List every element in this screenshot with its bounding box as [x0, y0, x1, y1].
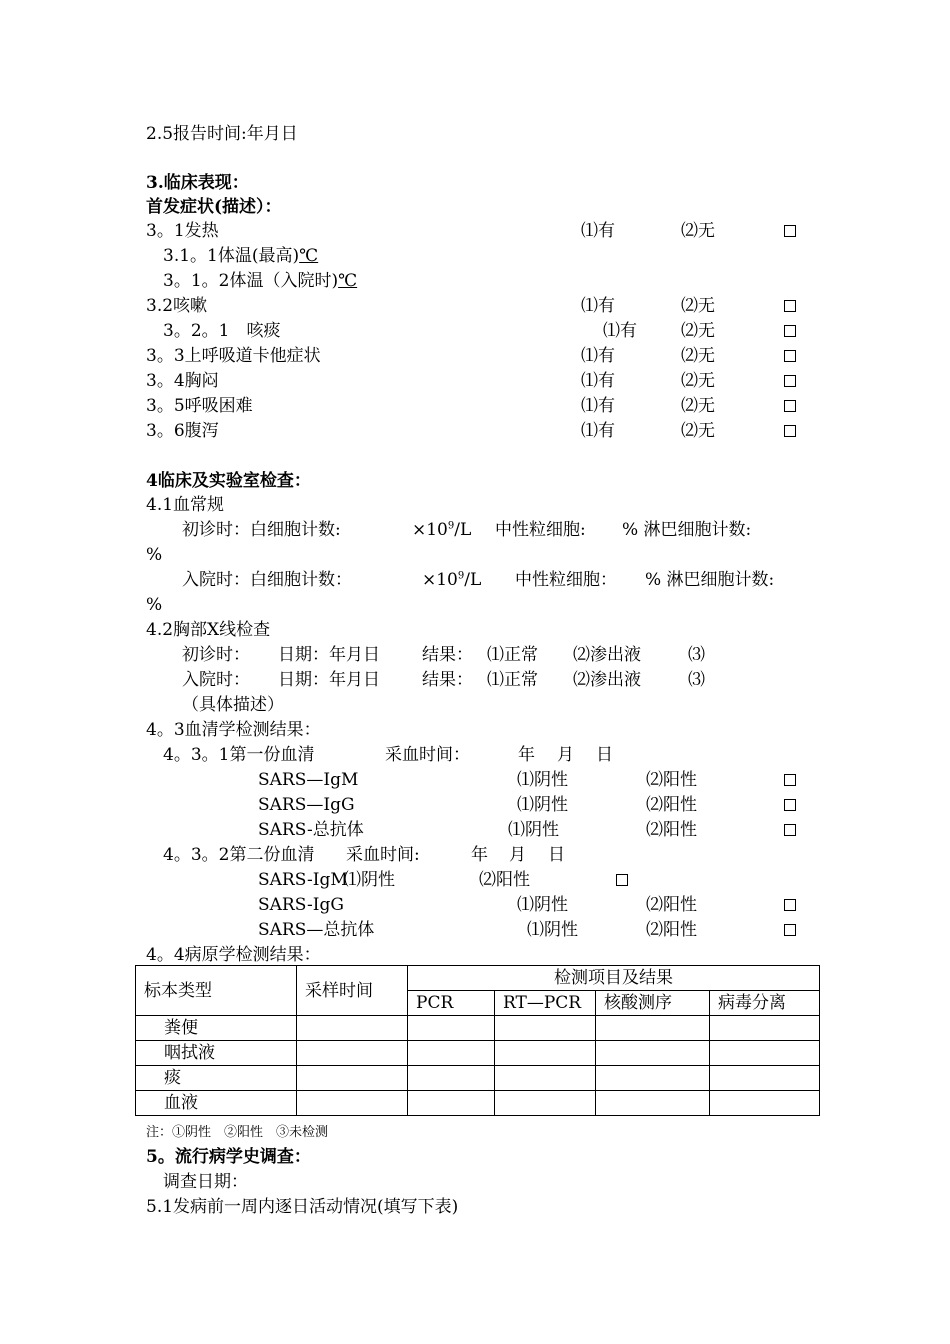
- table-note: 注：①阴性 ②阳性 ③未检测: [146, 1125, 329, 1140]
- row-label-throat-swab: 咽拭液: [136, 1041, 297, 1066]
- first-wbc-unit: [412, 519, 471, 541]
- fever-label: 3。1发热: [146, 221, 219, 241]
- adm-neut-label: 中性粒细胞：: [515, 570, 617, 590]
- serum2-igg-neg[interactable]: ⑴阴性: [517, 895, 568, 915]
- dyspnea-checkbox[interactable]: [784, 400, 796, 412]
- row-label-blood: 血液: [136, 1091, 297, 1116]
- table-cell[interactable]: [596, 1016, 710, 1041]
- table-cell[interactable]: [495, 1091, 596, 1116]
- first-symptom-label: 首发症状(描述）：: [146, 197, 282, 217]
- serum1-day: 日: [596, 745, 613, 765]
- adm-lymph-pct: %: [146, 595, 163, 615]
- xray-first-other[interactable]: ⑶: [688, 645, 705, 665]
- col-header-seq: 核酸测序: [596, 991, 710, 1016]
- col-header-group: 检测项目及结果: [408, 966, 820, 991]
- serum1-igm-pos[interactable]: ⑵阳性: [646, 770, 697, 790]
- dyspnea-yes[interactable]: ⑴有: [581, 396, 615, 416]
- xray-label: 4.2胸部X线检查: [146, 620, 271, 640]
- fever-yes[interactable]: ⑴有: [581, 221, 615, 241]
- xray-first-normal[interactable]: ⑴正常: [487, 645, 538, 665]
- serum2-total-label: SARS—总抗体: [258, 920, 375, 940]
- blood-routine-label: 4.1血常规: [146, 495, 225, 515]
- temp-max-label: [163, 245, 318, 267]
- cough-yes[interactable]: ⑴有: [581, 296, 615, 316]
- serum2-month: 月: [509, 845, 526, 865]
- section-3-title: 3.临床表现：: [146, 173, 249, 193]
- table-cell[interactable]: [710, 1091, 820, 1116]
- xray-first-exudate[interactable]: ⑵渗出液: [573, 645, 641, 665]
- chest-tightness-yes[interactable]: ⑴有: [581, 371, 615, 391]
- catarrh-label: 3。3上呼吸道卡他症状: [146, 346, 321, 366]
- cough-label: 3.2咳嗽: [146, 296, 208, 316]
- row-label-stool: 粪便: [136, 1016, 297, 1041]
- serum1-igg-label: SARS—IgG: [258, 795, 355, 815]
- xray-adm-normal[interactable]: ⑴正常: [487, 670, 538, 690]
- table-cell[interactable]: [596, 1066, 710, 1091]
- fever-checkbox[interactable]: [784, 225, 796, 237]
- serum2-igm-pos[interactable]: ⑵阳性: [479, 870, 530, 890]
- serum1-total-neg[interactable]: ⑴阴性: [508, 820, 559, 840]
- serum1-igg-pos[interactable]: ⑵阳性: [646, 795, 697, 815]
- col-header-type: 标本类型: [136, 966, 297, 1016]
- table-cell[interactable]: [495, 1066, 596, 1091]
- table-row: [136, 1041, 820, 1066]
- serum2-igm-checkbox[interactable]: [616, 874, 628, 886]
- xray-adm-exudate[interactable]: ⑵渗出液: [573, 670, 641, 690]
- diarrhea-checkbox[interactable]: [784, 425, 796, 437]
- serum2-total-neg[interactable]: ⑴阴性: [527, 920, 578, 940]
- row-label-sputum: 痰: [136, 1066, 297, 1091]
- table-cell[interactable]: [297, 1091, 408, 1116]
- first-neut-label: 中性粒细胞:: [495, 520, 586, 540]
- serum2-total-checkbox[interactable]: [784, 924, 796, 936]
- diarrhea-yes[interactable]: ⑴有: [581, 421, 615, 441]
- chest-tightness-no[interactable]: ⑵无: [681, 371, 715, 391]
- xray-first-label: 初诊时：: [182, 645, 250, 665]
- fever-no[interactable]: ⑵无: [681, 221, 715, 241]
- table-cell[interactable]: [408, 1066, 495, 1091]
- col-header-rtpcr: RT—PCR: [495, 991, 596, 1016]
- col-header-time: 采样时间: [297, 966, 408, 1016]
- serum2-total-pos[interactable]: ⑵阳性: [646, 920, 697, 940]
- table-cell[interactable]: [596, 1091, 710, 1116]
- serum1-igg-neg[interactable]: ⑴阴性: [517, 795, 568, 815]
- chest-tightness-label: 3。4胸闷: [146, 371, 219, 391]
- unit-times: ×10: [422, 570, 458, 590]
- report-time: 2.5报告时间:年月日: [146, 124, 298, 144]
- serum2-igg-label: SARS-IgG: [258, 895, 344, 915]
- col-header-pcr: PCR: [408, 991, 495, 1016]
- diarrhea-label: 3。6腹泻: [146, 421, 219, 441]
- table-cell[interactable]: [408, 1091, 495, 1116]
- table-cell[interactable]: [495, 1041, 596, 1066]
- table-cell[interactable]: [710, 1066, 820, 1091]
- serum1-igm-checkbox[interactable]: [784, 774, 796, 786]
- serum1-month: 月: [557, 745, 574, 765]
- table-row: [136, 1091, 820, 1116]
- xray-adm-date: 日期：年月日: [278, 670, 380, 690]
- serum2-igm-label: SARS-IgM: [258, 870, 348, 890]
- unit-exp: 9: [457, 570, 465, 582]
- serum2-igg-checkbox[interactable]: [784, 899, 796, 911]
- xray-first-result-label: 结果：: [422, 645, 473, 665]
- unit-exp: 9: [447, 520, 455, 532]
- serum2-igg-pos[interactable]: ⑵阳性: [646, 895, 697, 915]
- pathogen-table: [135, 965, 820, 1116]
- table-cell[interactable]: [297, 1066, 408, 1091]
- adm-wbc-label: 入院时：白细胞计数：: [182, 570, 352, 590]
- serum2-day: 日: [548, 845, 565, 865]
- catarrh-yes[interactable]: ⑴有: [581, 346, 615, 366]
- first-lymph-label: % 淋巴细胞计数:: [622, 520, 752, 540]
- temp-max-unit[interactable]: ℃: [299, 246, 319, 266]
- table-cell[interactable]: [710, 1041, 820, 1066]
- first-lymph-pct: %: [146, 545, 163, 565]
- serum2-igm-neg[interactable]: ⑴阴性: [344, 870, 395, 890]
- table-cell[interactable]: [710, 1016, 820, 1041]
- temp-admission-unit[interactable]: ℃: [338, 271, 358, 291]
- serum1-collect-label: 采血时间：: [385, 745, 470, 765]
- cough-checkbox[interactable]: [784, 300, 796, 312]
- serum2-label: 4。3。2第二份血清: [163, 845, 315, 865]
- table-cell[interactable]: [495, 1016, 596, 1041]
- catarrh-no[interactable]: ⑵无: [681, 346, 715, 366]
- table-row: [136, 1066, 820, 1091]
- xray-adm-other[interactable]: ⑶: [688, 670, 705, 690]
- serum1-label: 4。3。1第一份血清: [163, 745, 315, 765]
- serum1-total-label: SARS-总抗体: [258, 820, 364, 840]
- serum2-year: 年: [471, 845, 488, 865]
- table-cell[interactable]: [297, 1041, 408, 1066]
- serology-label: 4。3血清学检测结果：: [146, 720, 321, 740]
- table-cell[interactable]: [596, 1041, 710, 1066]
- dyspnea-no[interactable]: ⑵无: [681, 396, 715, 416]
- pathogen-label: 4。4病原学检测结果：: [146, 945, 321, 965]
- serum1-igg-checkbox[interactable]: [784, 799, 796, 811]
- temp-admission-text: 3。1。2体温（入院时): [163, 271, 339, 291]
- catarrh-checkbox[interactable]: [784, 350, 796, 362]
- sputum-yes[interactable]: ⑴有: [603, 321, 637, 341]
- chest-tightness-checkbox[interactable]: [784, 375, 796, 387]
- first-wbc-label: 初诊时：白细胞计数:: [182, 520, 341, 540]
- table-cell[interactable]: [297, 1016, 408, 1041]
- sputum-no[interactable]: ⑵无: [681, 321, 715, 341]
- section-5-title: 5。流行病学史调查：: [146, 1147, 311, 1167]
- serum2-collect-label: 采血时间:: [346, 845, 420, 865]
- serum1-total-checkbox[interactable]: [784, 824, 796, 836]
- xray-adm-result-label: 结果：: [422, 670, 473, 690]
- xray-first-date: 日期：年月日: [278, 645, 380, 665]
- activity-label: 5.1发病前一周内逐日活动情况(填写下表): [146, 1197, 459, 1217]
- sputum-checkbox[interactable]: [784, 325, 796, 337]
- col-header-isolation: 病毒分离: [710, 991, 820, 1016]
- serum1-total-pos[interactable]: ⑵阳性: [646, 820, 697, 840]
- table-row: [136, 1016, 820, 1041]
- unit-per-l: /L: [464, 570, 482, 590]
- section-4-title: 4临床及实验室检查：: [146, 471, 311, 491]
- xray-description: （具体描述）: [182, 695, 284, 715]
- serum1-igm-label: SARS—IgM: [258, 770, 359, 790]
- temp-max-text: 3.1。1体温(最高): [163, 246, 300, 266]
- adm-wbc-unit: [422, 569, 481, 591]
- dyspnea-label: 3。5呼吸困难: [146, 396, 253, 416]
- temp-admission-label: [163, 270, 357, 292]
- xray-adm-label: 入院时：: [182, 670, 250, 690]
- adm-lymph-label: % 淋巴细胞计数:: [645, 570, 775, 590]
- table-cell[interactable]: [408, 1041, 495, 1066]
- table-cell[interactable]: [408, 1016, 495, 1041]
- cough-no[interactable]: ⑵无: [681, 296, 715, 316]
- unit-per-l: /L: [454, 520, 472, 540]
- survey-date-label: 调查日期：: [163, 1172, 248, 1192]
- sputum-label: 3。2。1 咳痰: [163, 321, 281, 341]
- unit-times: ×10: [412, 520, 448, 540]
- serum1-year: 年: [518, 745, 535, 765]
- diarrhea-no[interactable]: ⑵无: [681, 421, 715, 441]
- serum1-igm-neg[interactable]: ⑴阴性: [517, 770, 568, 790]
